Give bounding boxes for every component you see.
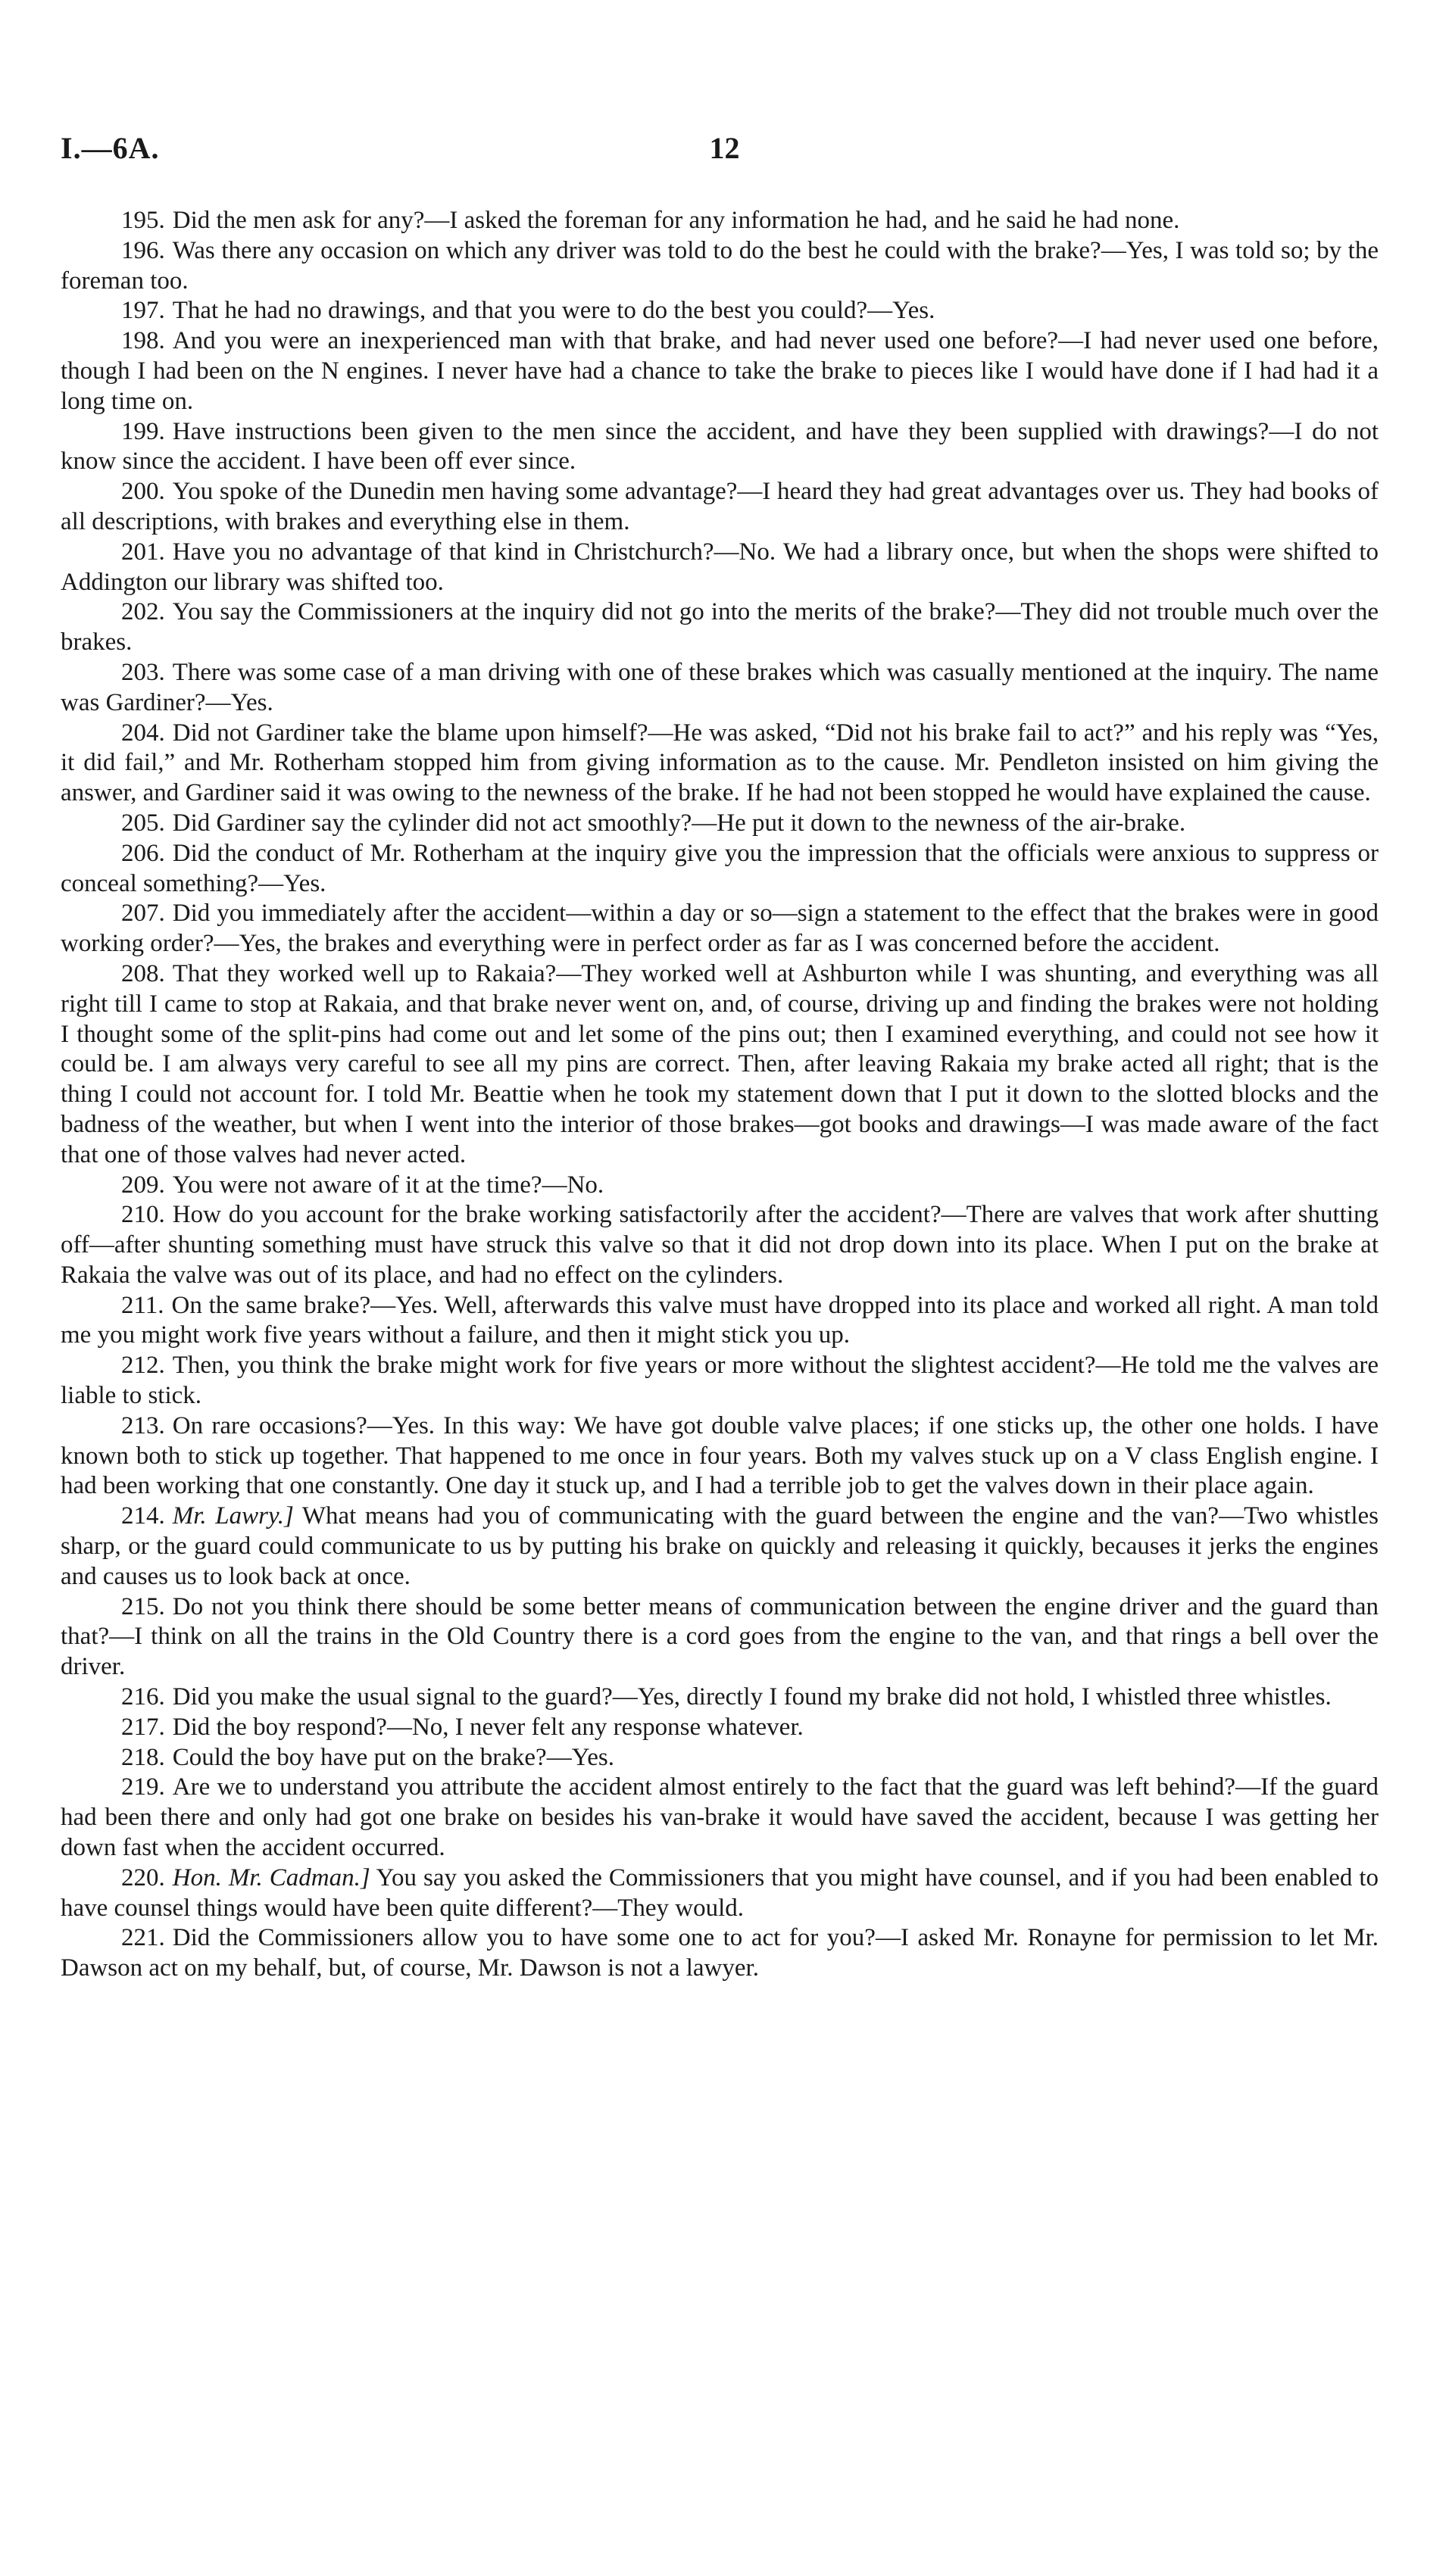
paragraph [61, 1773, 1379, 1863]
paragraph [61, 1171, 1379, 1201]
question-answer-text: Did the conduct of Mr. Rotherham at the inquiry give you the impression that the officials were anxious to suppress or conceal something?—Yes. [61, 839, 1379, 897]
question-number: 207. [121, 900, 165, 928]
question-number: 202. [121, 598, 165, 626]
question-number: 211. [121, 1291, 164, 1319]
question-answer-text: Have instructions been given to the men since the accident, and have they been supplied with drawings?—I do not know since the accident. I have been off ever since. [61, 417, 1379, 476]
paragraph [61, 1502, 1379, 1592]
question-answer-text: On rare occasions?—Yes. In this way: We have got double valve places; if one sticks up, the other one holds. I have known both to stick up together. That happened to me once in four years. Both my valves stuck up on a V class English engine. I had been working that one constantly. One day it stuck up, and I had a terrible job to get the valves down in their place again. [61, 1411, 1379, 1500]
question-answer-text: Did the men ask for any?—I asked the foreman for any information he had, and he said he had none. [172, 207, 1180, 234]
question-number: 218. [121, 1743, 165, 1771]
question-answer-text: You spoke of the Dunedin men having some advantage?—I heard they had great advantages over us. They had books of all descriptions, with brakes and everything else in them. [61, 478, 1379, 535]
question-number: 221. [121, 1924, 165, 1952]
question-number: 219. [121, 1773, 165, 1801]
paragraph [61, 1683, 1379, 1713]
question-answer-text: Then, you think the brake might work for five years or more without the slightest accident?—He told me the valves are liable to stick. [61, 1352, 1379, 1410]
question-number: 210. [121, 1201, 165, 1229]
question-number: 215. [121, 1592, 165, 1620]
question-number: 198. [121, 327, 165, 355]
question-number: 220. [121, 1863, 165, 1891]
question-answer-text: Did the boy respond?—No, I never felt any response whatever. [172, 1713, 804, 1741]
question-number: 212. [121, 1352, 165, 1380]
paragraph [61, 899, 1379, 959]
paragraph [61, 809, 1379, 839]
question-number: 208. [121, 959, 165, 987]
paragraph [61, 326, 1379, 416]
paragraph [61, 538, 1379, 598]
question-number: 209. [121, 1171, 165, 1199]
paragraph [61, 417, 1379, 478]
question-answer-text: What means had you of communicating with the guard between the engine and the van?—Two whistles sharp, or the guard could communicate to us by putting his brake on quickly and releasing it quickly, becauses it jerks the engines and causes us to look back at once. [61, 1502, 1379, 1590]
question-answer-text: You were not aware of it at the time?—No. [172, 1171, 604, 1199]
question-answer-text: Do not you think there should be some better means of communication between the engine driver and the guard than that?—I think on all the trains in the Old Country there is a cord goes from the engine to the van, and that rings a bell over the driver. [61, 1592, 1379, 1681]
paragraph [61, 206, 1379, 236]
question-answer-text: Have you no advantage of that kind in Christchurch?—No. We had a library once, but when the shops were shifted to Addington our library was shifted too. [61, 538, 1379, 596]
question-number: 204. [121, 719, 165, 747]
question-number: 216. [121, 1683, 165, 1711]
question-answer-text: That he had no drawings, and that you were to do the best you could?—Yes. [172, 297, 935, 325]
question-answer-text: Could the boy have put on the brake?—Yes. [172, 1743, 614, 1771]
question-number: 203. [121, 658, 165, 686]
page-number: 12 [709, 131, 740, 165]
paragraph [61, 1743, 1379, 1773]
paragraph [61, 1200, 1379, 1290]
paragraph [61, 296, 1379, 326]
paragraph [61, 1291, 1379, 1352]
paragraph [61, 1923, 1379, 1984]
question-answer-text: You say the Commissioners at the inquiry did not go into the merits of the brake?—They did not trouble much over the brakes. [61, 598, 1379, 656]
speaker-name: Mr. Lawry.] [172, 1502, 294, 1530]
paragraph [61, 1592, 1379, 1683]
question-answer-text: Did the Commissioners allow you to have some one to act for you?—I asked Mr. Ronayne for permission to let Mr. Dawson act on my behalf, but, of course, Mr. Dawson is not a lawyer. [61, 1924, 1379, 1982]
page-header [61, 130, 1388, 176]
question-number: 195. [121, 207, 165, 234]
question-answer-text: That they worked well up to Rakaia?—They worked well at Ashburton while I was shunting, and everything was all right till I came to stop at Rakaia, and that brake never went on, and, of course, driving up and finding the brakes were not holding I thought some of the split-pins had come out and let some of the pins out; then I examined everything, and could not see how it could be. I am always very careful to see all my pins are correct. Then, after leaving Rakaia my brake acted all right; that is the thing I could not account for. I told Mr. Beattie when he took my statement down that I put it down to the slotted blocks and the badness of the weather, but when I went into the interior of those brakes—got books and drawings—I was made aware of the fact that one of those valves had never acted. [61, 959, 1379, 1168]
speaker-name: Hon. Mr. Cadman.] [172, 1863, 370, 1891]
paragraph [61, 1863, 1379, 1924]
question-number: 196. [121, 236, 165, 264]
paragraph [61, 1713, 1379, 1743]
paragraph [61, 597, 1379, 658]
question-number: 205. [121, 809, 165, 837]
question-answer-text: Was there any occasion on which any driver was told to do the best he could with the brake?—Yes, I was told so; by the foreman too. [61, 236, 1379, 295]
question-answer-text: Did Gardiner say the cylinder did not act smoothly?—He put it down to the newness of the air-brake. [172, 809, 1186, 837]
paragraph [61, 658, 1379, 719]
question-number: 199. [121, 417, 165, 445]
question-number: 197. [121, 297, 165, 325]
paragraph [61, 477, 1379, 538]
question-answer-text: How do you account for the brake working satisfactorily after the accident?—There are valves that work after shutting off—after shunting something must have struck this valve so that it did not drop down into its place. When I put on the brake at Rakaia the valve was out of its place, and had no effect on the cylinders. [61, 1201, 1379, 1289]
question-number: 206. [121, 839, 165, 867]
paragraph [61, 236, 1379, 297]
question-number: 214. [121, 1502, 165, 1530]
question-answer-text: Did you immediately after the accident—within a day or so—sign a statement to the effect that the brakes were in good working order?—Yes, the brakes and everything were in perfect order as far as I was concerned before the accident. [61, 900, 1379, 958]
question-answer-text: Did you make the usual signal to the guard?—Yes, directly I found my brake did not hold, I whistled three whistles. [172, 1683, 1332, 1711]
paragraph [61, 839, 1379, 900]
body-text [61, 206, 1379, 1984]
question-number: 201. [121, 538, 165, 566]
question-number: 200. [121, 478, 165, 506]
question-answer-text: You say you asked the Commissioners that you might have counsel, and if you had been enabled to have counsel things would have been quite different?—They would. [61, 1863, 1379, 1922]
question-answer-text: And you were an inexperienced man with that brake, and had never used one before?—I had never used one before, though I had been on the N engines. I never have had a chance to take the brake to pieces like I would have done if I had had it a long time on. [61, 327, 1379, 415]
question-answer-text: Did not Gardiner take the blame upon himself?—He was asked, “Did not his brake fail to act?” and his reply was “Yes, it did fail,” and Mr. Rotherham stopped him from giving information as to the cause. Mr. Pendleton insisted on him giving the answer, and Gardiner said it was owing to the newness of the brake. If he had not been stopped he would have explained the cause. [61, 719, 1379, 807]
paragraph [61, 959, 1379, 1171]
question-number: 217. [121, 1713, 165, 1741]
document-reference: I.—6A. [61, 131, 160, 165]
question-answer-text: On the same brake?—Yes. Well, afterwards this valve must have dropped into its place and worked all right. A man told me you might work five years without a failure, and then it might stick you up. [61, 1291, 1379, 1349]
paragraph [61, 719, 1379, 809]
question-number: 213. [121, 1411, 165, 1439]
question-answer-text: Are we to understand you attribute the accident almost entirely to the fact that the guard was left behind?—If the guard had been there and only had got one brake on besides his van-brake it would have saved the accident, because I was getting her down fast when the accident occurred. [61, 1773, 1379, 1862]
paragraph [61, 1351, 1379, 1411]
paragraph [61, 1411, 1379, 1502]
question-answer-text: There was some case of a man driving with one of these brakes which was casually mentioned at the inquiry. The name was Gardiner?—Yes. [61, 658, 1379, 716]
